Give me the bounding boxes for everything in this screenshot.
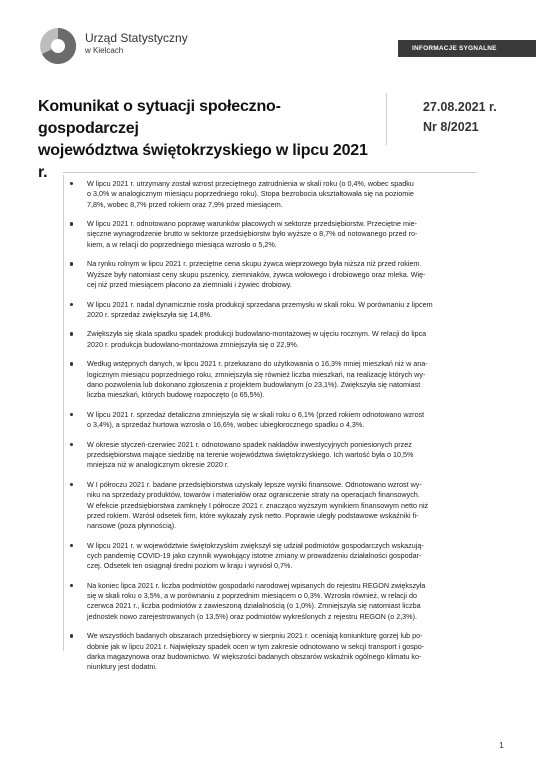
- bullet-icon: [70, 303, 73, 306]
- section-rule: [63, 172, 476, 173]
- finding-line: W I półroczu 2021 r. badane przedsiębiorstwa uzyskały lepsze wyniki finansowe. Odnotowano wzrost wy-: [87, 479, 422, 489]
- finding-item: [70, 440, 510, 471]
- bullet-icon: [70, 584, 73, 587]
- header-divider: [386, 93, 387, 145]
- finding-line: czerwca 2021 r., liczba podmiotów z zawieszoną działalnością (o 1,0%). Zmniejszyła się natomiast liczba: [87, 601, 421, 611]
- finding-line: niku na sprzedaży produktów, towarów i materiałów oraz ograniczenie straty na operacjach finansowych.: [87, 490, 420, 500]
- finding-item: [70, 329, 510, 350]
- finding-line: Według wstępnych danych, w lipcu 2021 r. przekazano do użytkowania o 16,3% mniej mieszkań niż w ana-: [87, 359, 428, 369]
- finding-line: jednostek nowo zarejestrowanych (o 13,5%) oraz podmiotów wykreślonych z rejestru REGON (o 2,3%).: [87, 611, 417, 621]
- finding-line: W lipcu 2021 r. nadal dynamicznie rosła produkcji sprzedana przemysłu w skali roku. W porównaniu z lipcem: [87, 299, 433, 309]
- finding-line: przedsiębiorstwa mające siedzibę na terenie województwa świętokrzyskiego. Ich wartość była o 10,5%: [87, 450, 414, 460]
- finding-line: się w skali roku o 3,5%, a w porównaniu z poprzednim miesiącem o 0,3%. Wzrosła również, w relacji do: [87, 591, 417, 601]
- bullet-icon: [70, 544, 73, 547]
- finding-line: niunktury jest dodatni.: [87, 662, 157, 672]
- finding-line: W lipcu 2021 r. w województwie świętokrzyskim zwiększył się udział podmiotów gospodarczych wskazują-: [87, 540, 424, 550]
- finding-item: [70, 259, 510, 290]
- finding-line: cej niż przed miesiącem płacono za ziemniaki i żywiec drobiowy.: [87, 279, 292, 289]
- bullet-icon: [70, 182, 73, 185]
- finding-line: sięczne wynagrodzenie brutto w sektorze przedsiębiorstw było wyższe o 8,7% od notowanego przed ro-: [87, 229, 418, 239]
- bullet-icon: [70, 443, 73, 446]
- finding-item: [70, 631, 510, 672]
- finding-line: logicznym miesiącu poprzedniego roku, zmniejszyła się również liczba mieszkań, na realizację których wy-: [87, 369, 426, 379]
- bullet-column-rule: [63, 175, 64, 651]
- finding-line: o 3,4%), a sprzedaż hurtowa wzrosła o 16,6%, wobec ubiegłorocznego spadku o 4,3%.: [87, 420, 365, 430]
- finding-line: 7,8%, wobec 8,7% przed rokiem oraz 7,9% przed miesiącem.: [87, 199, 283, 209]
- finding-item: [70, 541, 510, 572]
- finding-line: W okresie styczeń-czerwiec 2021 r. odnotowano spadek nakładów inwestycyjnych poniesionych przez: [87, 439, 412, 449]
- finding-line: kiem, a w relacji do poprzedniego miesiąca wzrosło o 5,2%.: [87, 239, 277, 249]
- bullet-icon: [70, 634, 73, 637]
- finding-line: W lipcu 2021 r. sprzedaż detaliczna zmniejszyła się w skali roku o 6,1% (przed rokiem odnotowano wzrost: [87, 409, 425, 419]
- finding-line: 2020 r. sprzedaż zwiększyła się 14,8%.: [87, 309, 213, 319]
- finding-line: W lipcu 2021 r. odnotowano poprawę warunków płacowych w sektorze przedsiębiorstw. Przeciętne mie-: [87, 219, 417, 229]
- key-findings-list: [70, 179, 510, 682]
- publication-date: 27.08.2021 r.: [423, 100, 497, 114]
- office-city: w Kielcach: [85, 46, 124, 55]
- publication-number: Nr 8/2021: [423, 120, 479, 134]
- title-line-2: województwa świętokrzyskiego w lipcu 2021 r.: [38, 142, 368, 181]
- finding-item: [70, 480, 510, 531]
- finding-line: o 3,0% w analogicznym miesiącu poprzedniego roku). Stopa bezrobocia ukształtowała się na poziomie: [87, 189, 414, 199]
- publication-type-badge: INFORMACJE SYGNALNE: [398, 40, 536, 57]
- bullet-icon: [70, 332, 73, 335]
- bullet-icon: [70, 222, 73, 225]
- logo: [38, 26, 198, 68]
- finding-line: Na koniec lipca 2021 r. liczba podmiotów gospodarki narodowej wpisanych do rejestru REGON zwiększyła: [87, 580, 426, 590]
- bullet-icon: [70, 413, 73, 416]
- finding-line: W efekcie przedsiębiorstwa zamknęły I półrocze 2021 r. znacząco wyższym wynikiem finansowym netto niż: [87, 500, 429, 510]
- finding-item: [70, 300, 510, 321]
- finding-line: darka magazynowa oraz budownictwo. W większości badanych obszarów wskaźnik ogólnego klimatu ko-: [87, 651, 422, 661]
- finding-line: dano pozwolenia lub dokonano zgłoszenia z projektem budowlanym (o 23,1%). Zwiększyła się natomiast: [87, 379, 421, 389]
- finding-line: Na rynku rolnym w lipcu 2021 r. przeciętne cena skupu żywca wieprzowego była niższa niż przed rokiem.: [87, 259, 422, 269]
- finding-line: cych pandemię COVID-19 jako czynnik wywołujący istotne zmiany w prowadzeniu działalności gospodar-: [87, 550, 422, 560]
- publication-meta: [423, 97, 497, 137]
- finding-line: mniejsza niż w analogicznym okresie 2020 r.: [87, 460, 229, 470]
- finding-line: Zwiększyła się skala spadku spadek produkcji budowlano-montażowej w ujęciu rocznym. W relacji do lipca: [87, 329, 427, 339]
- finding-line: liczba mieszkań, których budowę rozpoczęto (o 65,5%).: [87, 390, 265, 400]
- statistics-office-logo-icon: [38, 26, 78, 66]
- finding-item: [70, 179, 510, 210]
- finding-line: dobnie jak w lipcu 2021 r. Największy spadek ocen w tym zakresie odnotowano w sekcji transport i gospo-: [87, 641, 425, 651]
- bullet-icon: [70, 262, 73, 265]
- finding-line: nansowe (poza płynnością).: [87, 521, 177, 531]
- page-number: 1: [499, 740, 504, 750]
- title-line-1: Komunikat o sytuacji społeczno-gospodarczej: [38, 98, 281, 137]
- finding-item: [70, 410, 510, 431]
- finding-line: czej. Odsetek ten osiągnął średni poziom w kraju i wyniósł 0,7%.: [87, 561, 293, 571]
- finding-line: W lipcu 2021 r. utrzymany został wzrost przeciętnego zatrudnienia w skali roku (o 0,4%, wobec spadku: [87, 179, 414, 188]
- bullet-icon: [70, 483, 73, 486]
- office-name: Urząd Statystyczny: [85, 31, 188, 45]
- finding-item: [70, 581, 510, 622]
- finding-item: [70, 219, 510, 250]
- finding-line: Wyższe były natomiast ceny skupu pszenicy, ziemniaków, żywca wołowego i drobiowego oraz mleka. Wię-: [87, 269, 426, 279]
- finding-line: We wszystkich badanych obszarach przedsiębiorcy w sierpniu 2021 r. oceniają koniunkturę gorzej lub po-: [87, 631, 423, 641]
- finding-line: przed rokiem. Wzrósł odsetek firm, które wykazały zysk netto. Poprawie uległy podstawowe wskaźniki fi-: [87, 510, 419, 520]
- finding-item: [70, 359, 510, 400]
- page-title: [38, 96, 378, 184]
- bullet-icon: [70, 362, 73, 365]
- finding-line: 2020 r. produkcja budowlano-montażowa zmniejszyła się o 22,9%.: [87, 339, 299, 349]
